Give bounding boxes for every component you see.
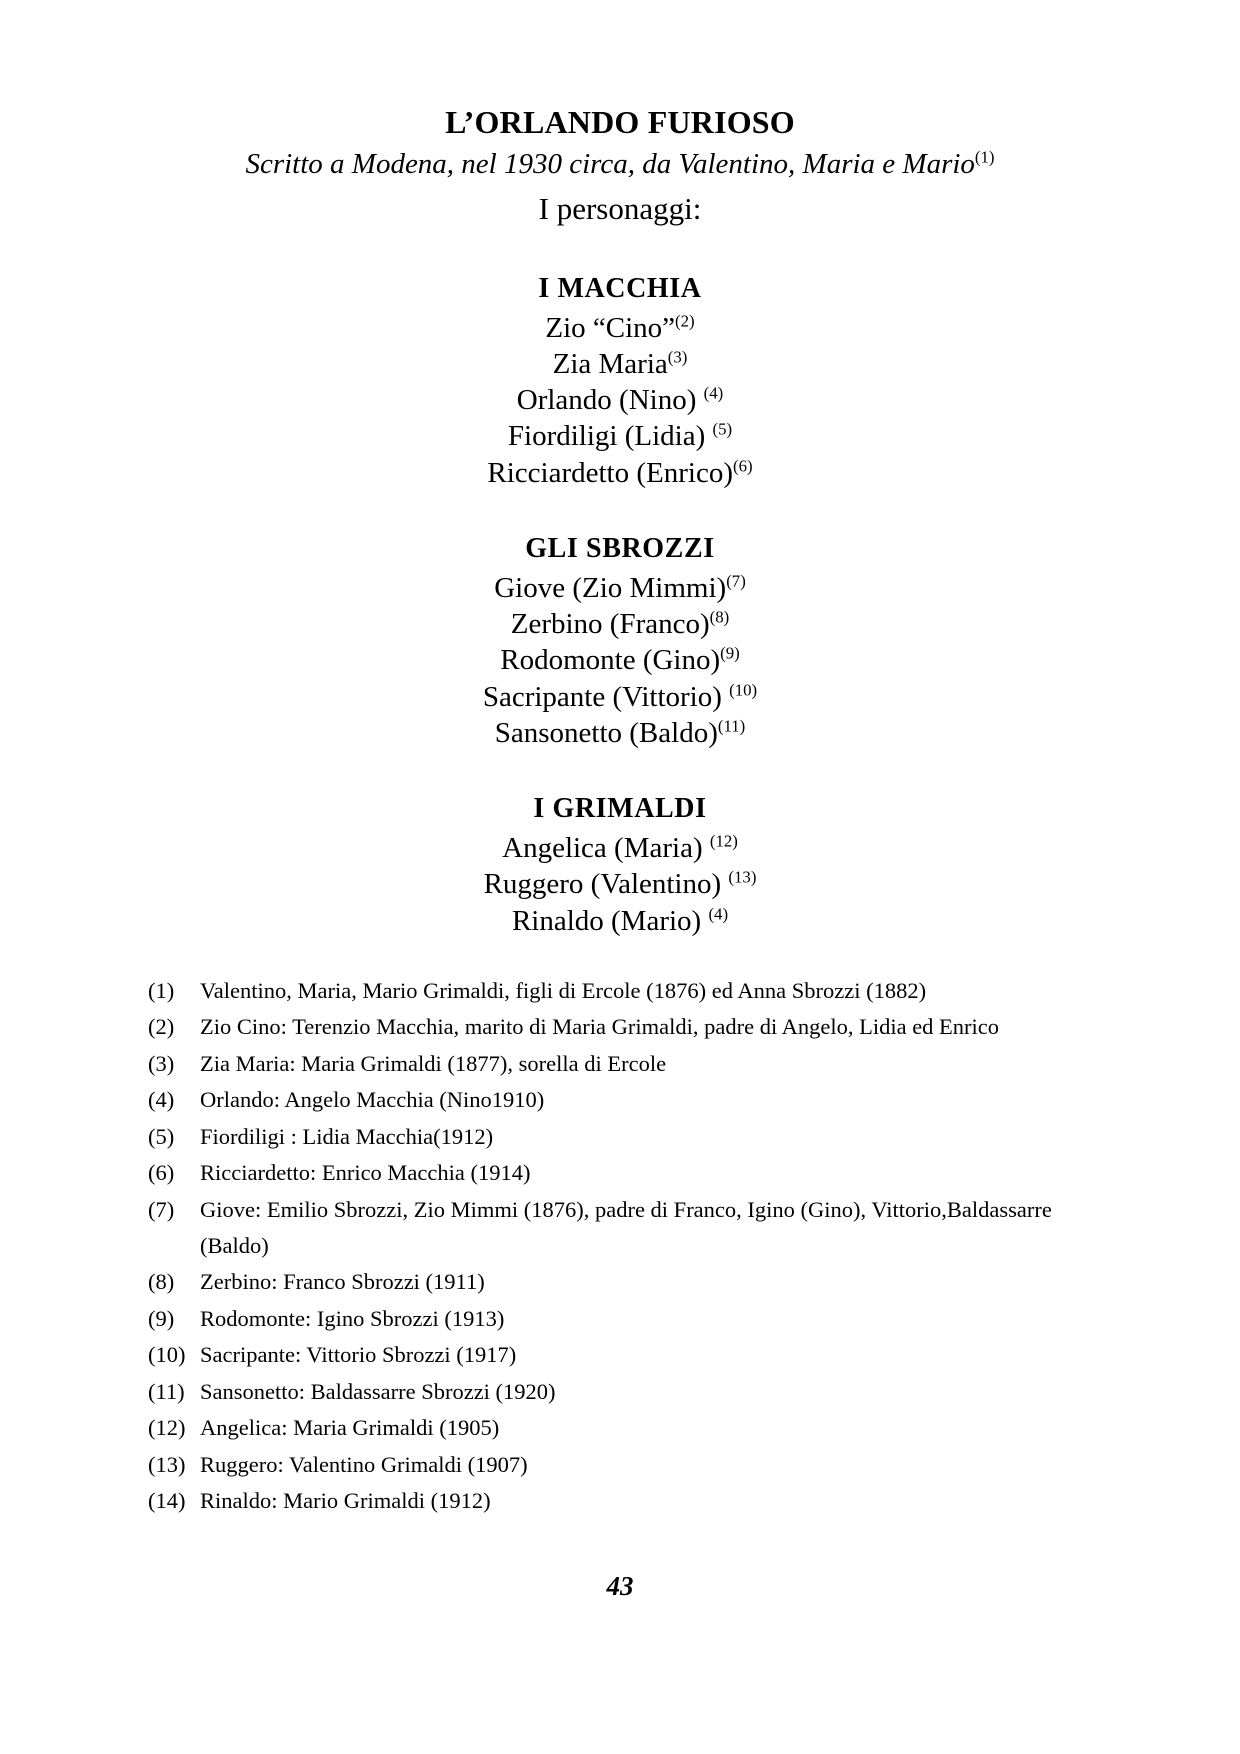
cast-member-footnote-ref: (3) bbox=[667, 347, 688, 367]
cast-member-name: Rinaldo (Mario) bbox=[511, 904, 702, 937]
footnote-text: Valentino, Maria, Mario Grimaldi, figli di Ercole (1876) ed Anna Sbrozzi (1882) bbox=[200, 977, 927, 1003]
footnote-number: (3) bbox=[148, 1050, 175, 1076]
cast-member bbox=[0, 606, 1240, 642]
cast-member-footnote-ref: (7) bbox=[726, 571, 746, 591]
subtitle-text: Scritto a Modena, nel 1930 circa, da Valentino, Maria e Mario bbox=[245, 147, 975, 180]
cast-member-name: Fiordiligi (Lidia) bbox=[507, 420, 706, 453]
page-header bbox=[0, 0, 1240, 227]
footnote-number: (4) bbox=[148, 1087, 175, 1113]
cast-member bbox=[0, 830, 1240, 866]
cast-member bbox=[0, 418, 1240, 454]
cast-member-footnote-ref: (9) bbox=[720, 643, 740, 663]
cast-member-footnote-ref: (5) bbox=[712, 419, 733, 439]
cast-member-name: Rodomonte (Gino) bbox=[500, 644, 721, 677]
subtitle-footnote-ref: (1) bbox=[974, 147, 995, 167]
cast-member-name: Sacripante (Vittorio) bbox=[482, 680, 722, 713]
document-subtitle bbox=[0, 147, 1240, 182]
cast-member-footnote-ref: (8) bbox=[709, 607, 730, 627]
cast-member-name: Orlando (Nino) bbox=[516, 384, 697, 417]
footnote-number: (6) bbox=[148, 1160, 175, 1186]
cast-member-footnote-ref: (12) bbox=[709, 831, 738, 851]
footnote-number: (10) bbox=[148, 1342, 186, 1368]
footnote-item bbox=[148, 1374, 1110, 1410]
footnote-item bbox=[148, 1337, 1110, 1373]
footnote-item bbox=[148, 1264, 1110, 1300]
footnote-text: Giove: Emilio Sbrozzi, Zio Mimmi (1876), padre di Franco, Igino (Gino), Vittorio,Baldassarre (Baldo) bbox=[200, 1196, 1052, 1258]
footnote-text: Sansonetto: Baldassarre Sbrozzi (1920) bbox=[200, 1378, 556, 1404]
cast-group-macchia bbox=[0, 271, 1240, 491]
footnote-number: (13) bbox=[148, 1451, 186, 1477]
footnote-text: Zio Cino: Terenzio Macchia, marito di Maria Grimaldi, padre di Angelo, Lidia ed Enrico bbox=[200, 1014, 1000, 1040]
footnote-text: Rodomonte: Igino Sbrozzi (1913) bbox=[200, 1305, 505, 1331]
footnote-text: Sacripante: Vittorio Sbrozzi (1917) bbox=[200, 1342, 517, 1368]
cast-member bbox=[0, 642, 1240, 678]
footnote-number: (7) bbox=[148, 1196, 175, 1222]
footnote-item bbox=[148, 1119, 1110, 1155]
footnote-item bbox=[148, 1009, 1110, 1045]
footnote-text: Fiordiligi : Lidia Macchia(1912) bbox=[200, 1123, 494, 1149]
cast-member bbox=[0, 866, 1240, 902]
footnote-text: Rinaldo: Mario Grimaldi (1912) bbox=[200, 1488, 491, 1514]
footnote-number: (11) bbox=[148, 1378, 185, 1404]
cast-member-footnote-ref: (4) bbox=[708, 903, 729, 923]
cast-group-grimaldi bbox=[0, 791, 1240, 939]
page-number: 43 bbox=[606, 1571, 634, 1601]
cast-member-footnote-ref: (2) bbox=[675, 311, 695, 331]
cast-member bbox=[0, 679, 1240, 715]
cast-group-sbrozzi bbox=[0, 531, 1240, 751]
cast-list bbox=[0, 271, 1240, 939]
cast-member-footnote-ref: (6) bbox=[732, 456, 753, 476]
footnote-number: (1) bbox=[148, 977, 175, 1003]
group-title: I GRIMALDI bbox=[533, 793, 707, 825]
footnote-item bbox=[148, 1046, 1110, 1082]
footnote-number: (8) bbox=[148, 1269, 175, 1295]
footnote-number: (2) bbox=[148, 1014, 175, 1040]
footnote-item bbox=[148, 1155, 1110, 1191]
cast-member bbox=[0, 903, 1240, 939]
group-title: I MACCHIA bbox=[538, 272, 702, 304]
cast-member-footnote-ref: (13) bbox=[728, 867, 757, 887]
page-title: L’ORLANDO FURIOSO bbox=[445, 104, 795, 140]
cast-member-gap bbox=[696, 384, 703, 416]
cast-member-name: Angelica (Maria) bbox=[502, 832, 703, 865]
footnote-text: Orlando: Angelo Macchia (Nino1910) bbox=[200, 1087, 545, 1113]
cast-member-name: Giove (Zio Mimmi) bbox=[494, 571, 727, 604]
cast-member-gap bbox=[703, 832, 710, 864]
footnote-number: (9) bbox=[148, 1305, 175, 1331]
footnote-item bbox=[148, 1082, 1110, 1118]
cast-member-footnote-ref: (4) bbox=[703, 383, 724, 403]
footnote-text: Zia Maria: Maria Grimaldi (1877), sorella di Ercole bbox=[200, 1050, 667, 1076]
footnote-list bbox=[0, 973, 1240, 1520]
footnote-item bbox=[148, 1192, 1110, 1265]
footnote-text: Ruggero: Valentino Grimaldi (1907) bbox=[200, 1451, 528, 1477]
footnote-text: Angelica: Maria Grimaldi (1905) bbox=[200, 1415, 500, 1441]
cast-member-footnote-ref: (10) bbox=[729, 680, 758, 700]
cast-member bbox=[0, 455, 1240, 491]
cast-member-name: Zia Maria bbox=[552, 347, 668, 380]
footnote-text: Ricciardetto: Enrico Macchia (1914) bbox=[200, 1160, 531, 1186]
cast-member bbox=[0, 346, 1240, 382]
footnote-number: (12) bbox=[148, 1415, 186, 1441]
cast-member-name: Zerbino (Franco) bbox=[510, 608, 710, 641]
footnote-item bbox=[148, 1483, 1110, 1519]
cast-member-name: Ricciardetto (Enrico) bbox=[487, 456, 733, 489]
group-title: GLI SBROZZI bbox=[525, 532, 715, 564]
cast-member-name: Ruggero (Valentino) bbox=[483, 868, 722, 901]
footnote-item bbox=[148, 1301, 1110, 1337]
footnote-number: (14) bbox=[148, 1488, 186, 1514]
section-label-personaggi: I personaggi: bbox=[538, 190, 702, 226]
cast-member bbox=[0, 310, 1240, 346]
footnote-text: Zerbino: Franco Sbrozzi (1911) bbox=[200, 1269, 485, 1295]
cast-member-footnote-ref: (11) bbox=[717, 716, 746, 736]
footnote-number: (5) bbox=[148, 1123, 175, 1149]
cast-member bbox=[0, 570, 1240, 606]
cast-member bbox=[0, 382, 1240, 418]
cast-member-name: Zio “Cino” bbox=[545, 311, 676, 344]
footnote-item bbox=[148, 973, 1110, 1009]
cast-member-name: Sansonetto (Baldo) bbox=[494, 716, 718, 749]
footnote-item bbox=[148, 1410, 1110, 1446]
cast-member bbox=[0, 715, 1240, 751]
footnote-item bbox=[148, 1447, 1110, 1483]
